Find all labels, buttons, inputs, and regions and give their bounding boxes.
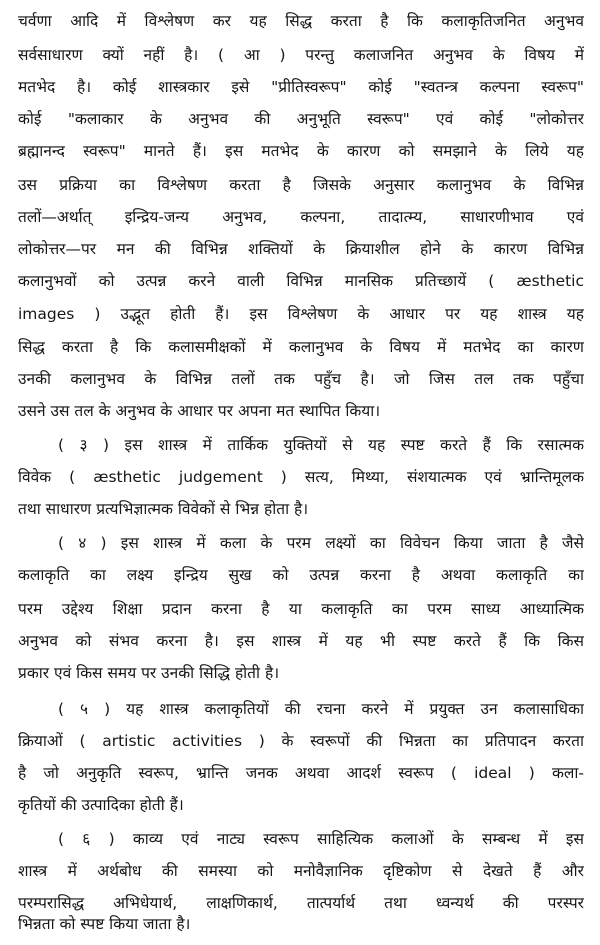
text-line: भिन्नता को स्पष्ट किया जाता है। — [18, 915, 191, 933]
paragraph-5-first-line: ( ५ ) यह शास्त्र कलाकृतियों की रचना करने में प्रयुक्त उन कलासाधिका — [58, 700, 584, 718]
text-line: लोकोत्तर—पर मन की विभिन्न शक्तियों के क्रियाशील होने के कारण विभिन्न — [18, 240, 584, 258]
text-line: कलानुभवों को उत्पन्न करने वाली विभिन्न मानसिक प्रतिच्छायें ( æsthetic — [18, 272, 584, 290]
text-line: तलों—अर्थात् इन्द्रिय-जन्य अनुभव, कल्पना, तादात्म्य, साधारणीभाव एवं — [18, 208, 584, 226]
text-line: है जो अनुकृति स्वरूप, भ्रान्ति जनक अथवा आदर्श स्वरूप ( ideal ) कला- — [18, 764, 584, 782]
document-page — [18, 4, 584, 940]
text-line: परम उद्देश्य शिक्षा प्रदान करना है या कलाकृति का परम साध्य आध्यात्मिक — [18, 600, 584, 618]
text-line: चर्वणा आदि में विश्लेषण कर यह सिद्ध करता है कि कलाकृतिजनित अनुभव — [18, 12, 584, 30]
text-line: विवेक ( æsthetic judgement ) सत्य, मिथ्या, संशयात्मक एवं भ्रान्तिमूलक — [18, 468, 584, 486]
text-line: कोई "कलाकार के अनुभव की अनुभूति स्वरूप" एवं कोई "लोकोत्तर — [18, 110, 584, 128]
text-line: तथा साधारण प्रत्यभिज्ञात्मक विवेकों से भिन्न होता है। — [18, 500, 309, 518]
paragraph-4-first-line: ( ४ ) इस शास्त्र में कला के परम लक्ष्यों का विवेचन किया जाता है जैसे — [58, 534, 584, 552]
text-line: प्रकार एवं किस समय पर उनकी सिद्धि होती है। — [18, 664, 280, 682]
paragraph-6-first-line: ( ६ ) काव्य एवं नाट्य स्वरूप साहित्यिक कलाओं के सम्बन्ध में इस — [58, 830, 584, 848]
text-line: images ) उद्भूत होती हैं। इस विश्लेषण के आधार पर यह शास्त्र यह — [18, 305, 584, 323]
text-line: सिद्ध करता है कि कलासमीक्षकों में कलानुभव के विषय में मतभेद का कारण — [18, 338, 584, 356]
text-line: मतभेद है। कोई शास्त्रकार इसे "प्रीतिस्वरूप" कोई "स्वतन्त्र कल्पना स्वरूप" — [18, 78, 584, 96]
text-line: शास्त्र में अर्थबोध की समस्या को मनोवैज्ञानिक दृष्टिकोण से देखते हैं और — [18, 862, 584, 880]
text-line: अनुभव को संभव करना है। इस शास्त्र में यह भी स्पष्ट करते हैं कि किस — [18, 632, 584, 650]
text-line: कलाकृति का लक्ष्य इन्द्रिय सुख को उत्पन्न करना है अथवा कलाकृति का — [18, 566, 584, 584]
text-line: सर्वसाधारण क्यों नहीं है। ( आ ) परन्तु कलाजनित अनुभव के विषय में — [18, 46, 584, 64]
text-line: उसने उस तल के अनुभव के आधार पर अपना मत स्थापित किया। — [18, 402, 381, 420]
text-line: क्रियाओं ( artistic activities ) के स्वरूपों की भिन्नता का प्रतिपादन करता — [18, 732, 584, 750]
paragraph-3-first-line: ( ३ ) इस शास्त्र में तार्किक युक्तियों से यह स्पष्ट करते हैं कि रसात्मक — [58, 436, 584, 454]
text-line: कृतियों की उत्पादिका होती हैं। — [18, 796, 184, 814]
text-line: ब्रह्मानन्द स्वरूप" मानते हैं। इस मतभेद के कारण को समझाने के लिये यह — [18, 142, 584, 160]
text-line: उनकी कलानुभव के विभिन्न तलों तक पहुँच है। जो जिस तल तक पहुँचा — [18, 370, 584, 388]
text-line: उस प्रक्रिया का विश्लेषण करता है जिसके अनुसार कलानुभव के विभिन्न — [18, 176, 584, 194]
text-line: परम्परासिद्ध अभिधेयार्थ, लाक्षणिकार्थ, तात्पर्यार्थ तथा ध्वन्यर्थ की परस्पर — [18, 894, 584, 912]
